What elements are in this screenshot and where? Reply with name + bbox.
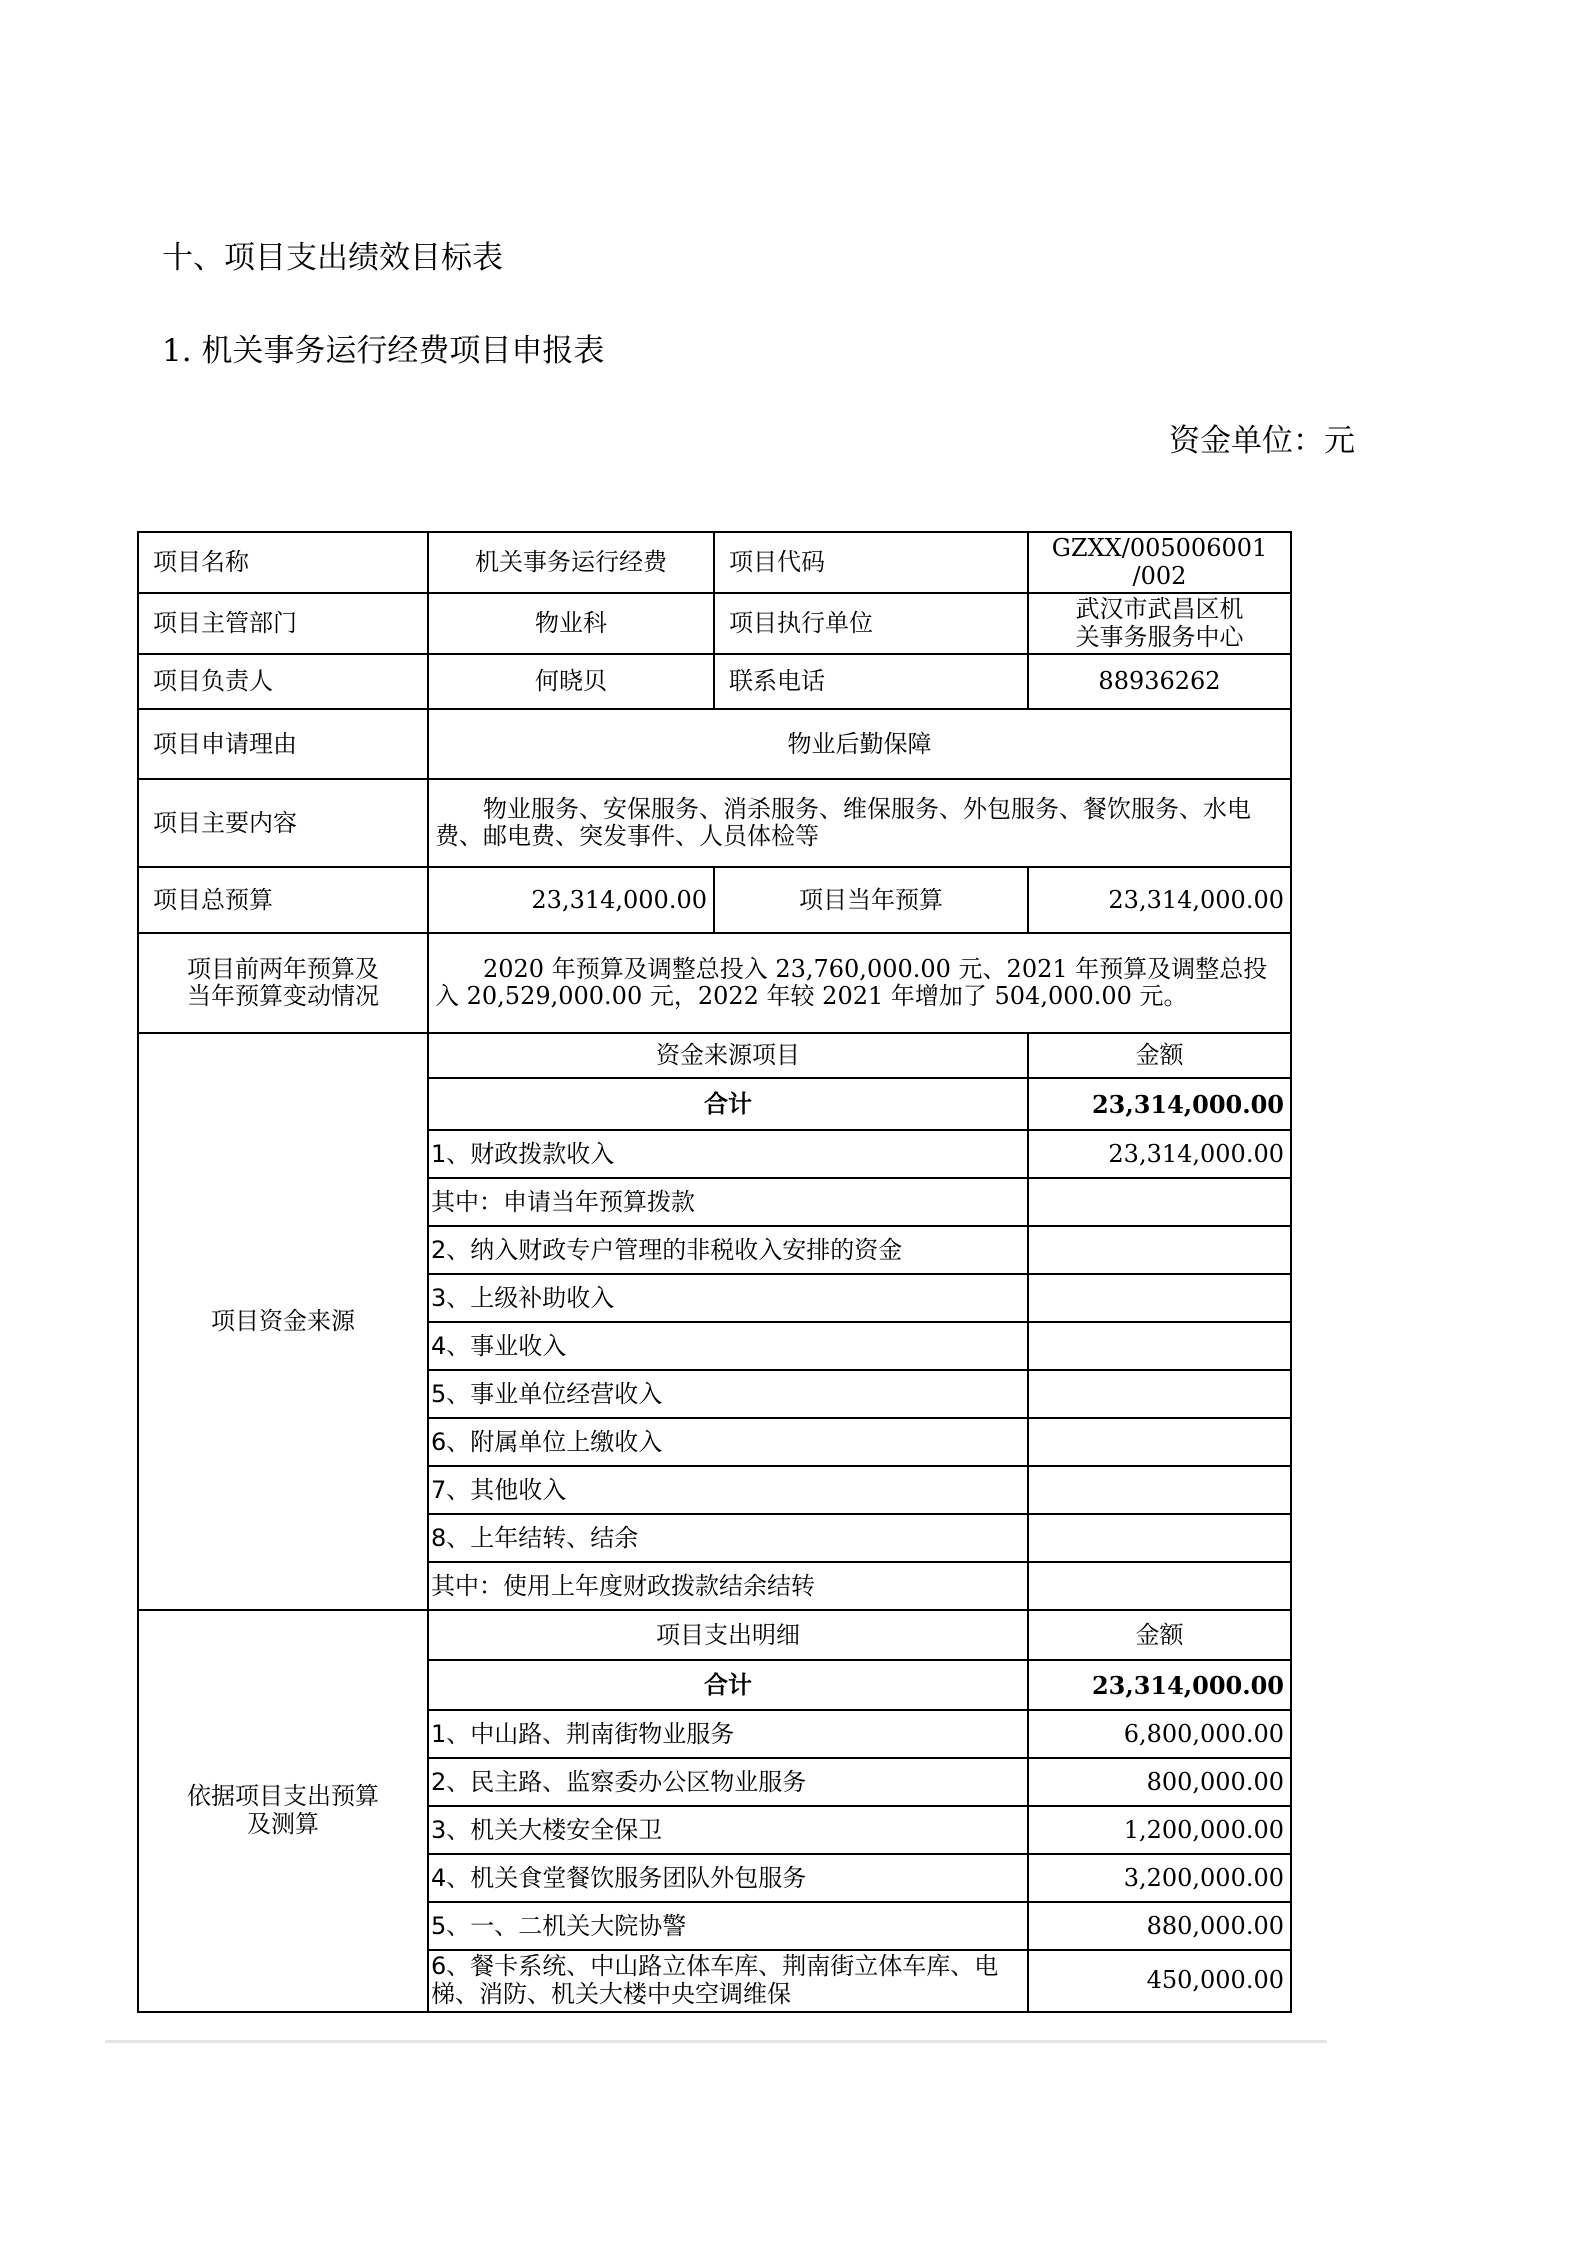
funding-item: 6、附属单位上缴收入 [428,1418,1028,1466]
funding-item: 4、事业收入 [428,1322,1028,1370]
owner-label: 项目负责人 [138,654,428,709]
info-row-owner [138,654,1291,709]
info-row-name [138,532,1291,593]
expense-item: 2、民主路、监察委办公区物业服务 [428,1758,1028,1806]
expense-total-value: 23,314,000.00 [1028,1660,1291,1710]
expense-section-label-line1: 依据项目支出预算 [187,1782,379,1811]
expense-col-item: 项目支出明细 [428,1610,1028,1660]
project-code-value [1028,532,1291,593]
project-name-label: 项目名称 [138,532,428,593]
year-budget-label: 项目当年预算 [714,867,1028,933]
funding-section-label: 项目资金来源 [138,1033,428,1610]
page-divider [105,2040,1327,2043]
info-row-budget [138,867,1291,933]
expense-item: 4、机关食堂餐饮服务团队外包服务 [428,1854,1028,1902]
phone-value: 88936262 [1028,654,1291,709]
funding-amount [1028,1466,1291,1514]
funding-total-label: 合计 [428,1078,1028,1130]
funding-col-amount: 金额 [1028,1033,1291,1078]
funding-item: 其中：申请当年预算拨款 [428,1178,1028,1226]
funding-amount [1028,1514,1291,1562]
total-budget-label: 项目总预算 [138,867,428,933]
total-budget-value: 23,314,000.00 [428,867,714,933]
info-row-reason [138,709,1291,779]
project-code-label: 项目代码 [714,532,1028,593]
funding-item: 其中：使用上年度财政拨款结余结转 [428,1562,1028,1610]
expense-total-label: 合计 [428,1660,1028,1710]
expense-item: 5、一、二机关大院协警 [428,1902,1028,1950]
expense-item: 6、餐卡系统、中山路立体车库、荆南街立体车库、电梯、消防、机关大楼中央空调维保 [428,1950,1028,2011]
funding-amount [1028,1370,1291,1418]
dept-value: 物业科 [428,593,714,654]
expense-item: 3、机关大楼安全保卫 [428,1806,1028,1854]
change-label [138,933,428,1033]
exec-unit-line2: 关事务服务中心 [1075,622,1244,651]
reason-value: 物业后勤保障 [428,709,1291,779]
info-row-content [138,779,1291,867]
funding-item: 7、其他收入 [428,1466,1028,1514]
phone-label: 联系电话 [714,654,1028,709]
funding-amount [1028,1226,1291,1274]
exec-unit-label: 项目执行单位 [714,593,1028,654]
expense-amount: 880,000.00 [1028,1902,1291,1950]
funding-total-value: 23,314,000.00 [1028,1078,1291,1130]
expense-amount: 450,000.00 [1028,1950,1291,2011]
project-code-line1: GZXX/005006001 [1051,534,1268,562]
funding-item: 2、纳入财政专户管理的非税收入安排的资金 [428,1226,1028,1274]
form-title: 1. 机关事务运行经费项目申报表 [162,333,605,369]
owner-value: 何晓贝 [428,654,714,709]
project-name-value: 机关事务运行经费 [428,532,714,593]
content-value: 物业服务、安保服务、消杀服务、维保服务、外包服务、餐饮服务、水电费、邮电费、突发事件、人员体检等 [428,779,1291,867]
expense-section-label [138,1610,428,2011]
expense-col-amount: 金额 [1028,1610,1291,1660]
reason-label: 项目申请理由 [138,709,428,779]
change-label-line1: 项目前两年预算及 [187,954,379,983]
change-label-line2: 当年预算变动情况 [187,982,379,1011]
funding-header-row [138,1033,1291,1078]
funding-item: 3、上级补助收入 [428,1274,1028,1322]
expense-section-label-line2: 及测算 [247,1809,319,1838]
project-code-line2: /002 [1132,561,1187,590]
section-heading: 十、项目支出绩效目标表 [162,240,503,276]
dept-label: 项目主管部门 [138,593,428,654]
info-row-change [138,933,1291,1033]
info-row-dept [138,593,1291,654]
exec-unit-value [1028,593,1291,654]
currency-unit-label: 资金单位：元 [1169,423,1355,459]
funding-amount [1028,1274,1291,1322]
expense-item: 1、中山路、荆南街物业服务 [428,1710,1028,1758]
funding-amount [1028,1322,1291,1370]
funding-item: 5、事业单位经营收入 [428,1370,1028,1418]
expense-header-row [138,1610,1291,1660]
year-budget-value: 23,314,000.00 [1028,867,1291,933]
expense-amount: 800,000.00 [1028,1758,1291,1806]
funding-col-item: 资金来源项目 [428,1033,1028,1078]
expense-amount: 1,200,000.00 [1028,1806,1291,1854]
expense-amount: 3,200,000.00 [1028,1854,1291,1902]
funding-item: 1、财政拨款收入 [428,1130,1028,1178]
expense-amount: 6,800,000.00 [1028,1710,1291,1758]
project-application-table [137,531,1292,2013]
content-label: 项目主要内容 [138,779,428,867]
funding-amount [1028,1418,1291,1466]
funding-item: 8、上年结转、结余 [428,1514,1028,1562]
funding-amount: 23,314,000.00 [1028,1130,1291,1178]
funding-amount [1028,1178,1291,1226]
funding-amount [1028,1562,1291,1610]
change-value: 2020 年预算及调整总投入 23,760,000.00 元、2021 年预算及调整总投入 20,529,000.00 元，2022 年较 2021 年增加了 504,000.00 元。 [428,933,1291,1033]
exec-unit-line1: 武汉市武昌区机 [1075,595,1244,624]
